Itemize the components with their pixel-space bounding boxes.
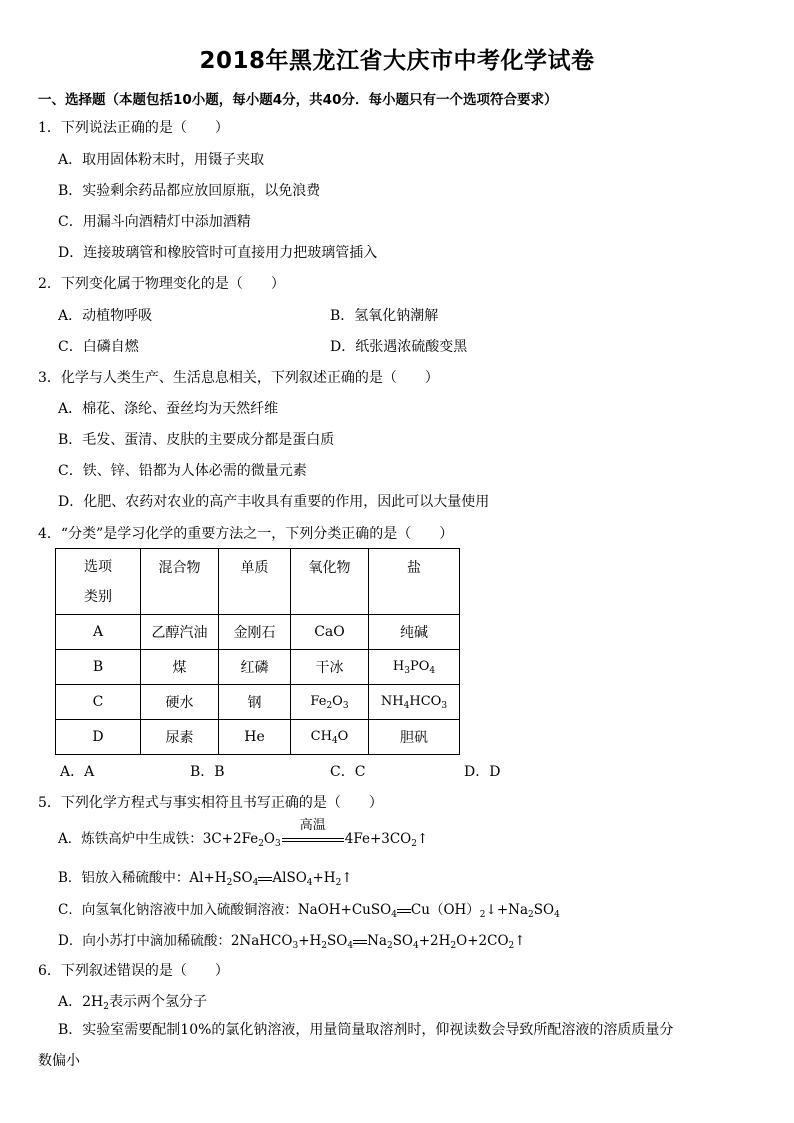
table-cell: 硬水	[141, 685, 219, 720]
question-4-option-a: A．A	[60, 764, 95, 780]
table-cell-formula	[291, 685, 369, 720]
table-cell: C	[56, 685, 141, 720]
equation-part: SO	[533, 902, 555, 918]
equation-subscript: 4	[347, 941, 354, 951]
formula-part: CH	[310, 728, 332, 744]
question-4-stem: 4．“分类”是学习化学的重要方法之一，下列分类正确的是（ ）	[38, 526, 454, 542]
question-4-option-d: D．D	[464, 764, 501, 780]
question-1-option-c: C．用漏斗向酒精灯中添加酒精	[58, 214, 251, 230]
equation-part: +2H	[418, 933, 451, 949]
table-cell: 胆矾	[369, 720, 460, 755]
question-3-stem: 3．化学与人类生产、生活息息相关，下列叙述正确的是（ ）	[38, 370, 439, 386]
double-line-icon	[282, 838, 344, 842]
question-2-stem: 2．下列变化属于物理变化的是（ ）	[38, 276, 285, 292]
condition-label: 高温	[299, 818, 326, 833]
question-5-option-d	[58, 929, 526, 951]
precipitate-arrow-icon: ↓	[485, 902, 497, 918]
formula-subscript: 4	[403, 700, 410, 711]
question-1-stem: 1．下列说法正确的是（ ）	[38, 120, 229, 136]
classification-table	[55, 548, 460, 755]
gas-arrow-icon: ↑	[416, 831, 429, 847]
formula-subscript: 2	[326, 700, 333, 711]
equation-subscript: 2	[226, 878, 233, 888]
equation-subscript: 2	[335, 878, 342, 888]
equation-subscript: 3	[275, 839, 281, 849]
formula-subscript: 4	[429, 665, 436, 676]
equation-subscript: 2	[508, 941, 515, 951]
question-5-option-c	[58, 898, 560, 920]
double-line-icon	[353, 940, 367, 944]
table-cell: 尿素	[141, 720, 219, 755]
equation-part: Na	[367, 933, 387, 949]
question-4-option-b: B．B	[190, 764, 225, 780]
equation-part: A．炼铁高炉中生成铁：3C+2Fe	[58, 831, 259, 847]
formula-part: NH	[380, 693, 404, 709]
equation-part: D．向小苏打中滴加稀硫酸：2NaHCO	[58, 933, 293, 949]
question-2-option-b: B．氢氧化钠潮解	[330, 308, 439, 324]
table-row	[56, 650, 460, 685]
option-b-line-1: B．实验室需要配制10%的氯化钠溶液，用量筒量取溶剂时，仰视读数会导致所配溶液的溶质质量分	[58, 1022, 674, 1038]
formula-part: PO	[409, 658, 430, 674]
table-cell: CaO	[291, 615, 369, 650]
option-part: A．2H	[58, 994, 104, 1010]
equation-subscript: 2	[258, 839, 264, 849]
equation-subscript: 3	[292, 941, 299, 951]
equation-subscript: 4	[554, 910, 560, 920]
question-5-option-a	[58, 818, 429, 849]
equation-part: C．向氢氧化钠溶液中加入硫酸铜溶液：NaOH+CuSO	[58, 902, 392, 918]
question-3-option-d: D．化肥、农药对农业的高产丰收具有重要的作用，因此可以大量使用	[58, 494, 490, 510]
equation-subscript: 2	[528, 910, 534, 920]
table-header-cell: 混合物	[141, 549, 219, 615]
table-cell: 纯碱	[369, 615, 460, 650]
table-header-row	[56, 549, 460, 615]
question-4-option-c: C．C	[330, 764, 366, 780]
table-cell: 干冰	[291, 650, 369, 685]
question-1-option-d: D．连接玻璃管和橡胶管时可直接用力把玻璃管插入	[58, 245, 378, 261]
formula-part: O	[332, 693, 343, 709]
table-cell: 煤	[141, 650, 219, 685]
formula-part: H	[392, 658, 405, 674]
question-6-option-a	[58, 991, 207, 1012]
equation-part: O+2CO	[456, 933, 509, 949]
formula-subscript: 4	[331, 735, 338, 746]
question-2-option-c: C．白磷自燃	[58, 339, 139, 355]
equation-part: SO	[232, 870, 253, 886]
equation-subscript: 4	[413, 941, 419, 951]
page-title: 2018年黑龙江省大庆市中考化学试卷	[199, 48, 595, 74]
reaction-condition	[281, 818, 345, 847]
double-line-icon	[258, 877, 272, 881]
table-cell-formula	[291, 720, 369, 755]
double-line-icon	[397, 909, 411, 913]
formula-subscript: 3	[404, 665, 410, 676]
equation-subscript: 4	[252, 878, 259, 888]
question-3-option-b: B．毛发、蛋清、皮肤的主要成分都是蛋白质	[58, 432, 335, 448]
gas-arrow-icon: ↑	[341, 870, 353, 886]
table-header-cell: 氧化物	[291, 549, 369, 615]
table-cell-formula	[369, 650, 460, 685]
table-header-cell: 单质	[219, 549, 291, 615]
equation-part: Cu（OH）	[410, 902, 480, 918]
header-option-label: 选项	[84, 558, 112, 575]
option-subscript: 2	[103, 1002, 109, 1012]
question-6-option-b	[38, 1015, 756, 1077]
question-1-option-b: B．实验剩余药品都应放回原瓶，以免浪费	[58, 183, 321, 199]
formula-subscript: 3	[342, 700, 349, 711]
table-cell: 乙醇汽油	[141, 615, 219, 650]
table-cell: 金刚石	[219, 615, 291, 650]
equation-subscript: 2	[479, 910, 486, 920]
table-cell-formula	[369, 685, 460, 720]
question-6-stem: 6．下列叙述错误的是（ ）	[38, 963, 229, 979]
option-part: 表示两个氢分子	[108, 994, 207, 1010]
table-cell: He	[219, 720, 291, 755]
table-cell: 红磷	[219, 650, 291, 685]
table-cell: A	[56, 615, 141, 650]
table-header-corner	[56, 549, 141, 615]
option-b-line-2: 数偏小	[38, 1053, 80, 1069]
formula-part: HCO	[409, 693, 442, 709]
section-heading: 一、选择题（本题包括10小题，每小题4分，共40分．每小题只有一个选项符合要求）	[38, 92, 558, 108]
table-row	[56, 720, 460, 755]
equation-part: +H	[298, 933, 322, 949]
table-cell: D	[56, 720, 141, 755]
equation-part: AlSO	[272, 870, 307, 886]
table-cell: B	[56, 650, 141, 685]
question-2-option-d: D．纸张遇浓硫酸变黑	[330, 339, 468, 355]
question-2-option-a: A．动植物呼吸	[58, 308, 153, 324]
header-category-label: 类别	[84, 588, 112, 605]
equation-part: SO	[327, 933, 348, 949]
question-5-option-b	[58, 866, 353, 888]
equation-subscript: 2	[321, 941, 328, 951]
equation-part: O	[263, 831, 275, 847]
equation-subscript: 2	[386, 941, 393, 951]
question-3-option-c: C．铁、锌、铅都为人体必需的微量元素	[58, 463, 307, 479]
equation-subscript: 4	[306, 878, 313, 888]
question-3-option-a: A．棉花、涤纶、蚕丝均为天然纤维	[58, 401, 279, 417]
table-row	[56, 615, 460, 650]
gas-arrow-icon: ↑	[514, 933, 526, 949]
equation-part: SO	[392, 933, 414, 949]
equation-subscript: 2	[411, 839, 417, 849]
equation-subscript: 4	[391, 910, 397, 920]
formula-part: O	[337, 728, 349, 744]
equation-part: +H	[312, 870, 336, 886]
question-1-option-a: A．取用固体粉末时，用镊子夹取	[58, 152, 265, 168]
equation-subscript: 2	[450, 941, 457, 951]
table-row	[56, 685, 460, 720]
table-cell: 钢	[219, 685, 291, 720]
question-5-stem: 5．下列化学方程式与事实相符且书写正确的是（ ）	[38, 795, 383, 811]
equation-part: +Na	[496, 902, 529, 918]
formula-subscript: 3	[441, 700, 448, 711]
formula-part: Fe	[310, 693, 327, 709]
equation-part: 4Fe+3CO	[344, 831, 412, 847]
table-header-cell: 盐	[369, 549, 460, 615]
equation-part: B．铝放入稀硫酸中：Al+H	[58, 870, 227, 886]
